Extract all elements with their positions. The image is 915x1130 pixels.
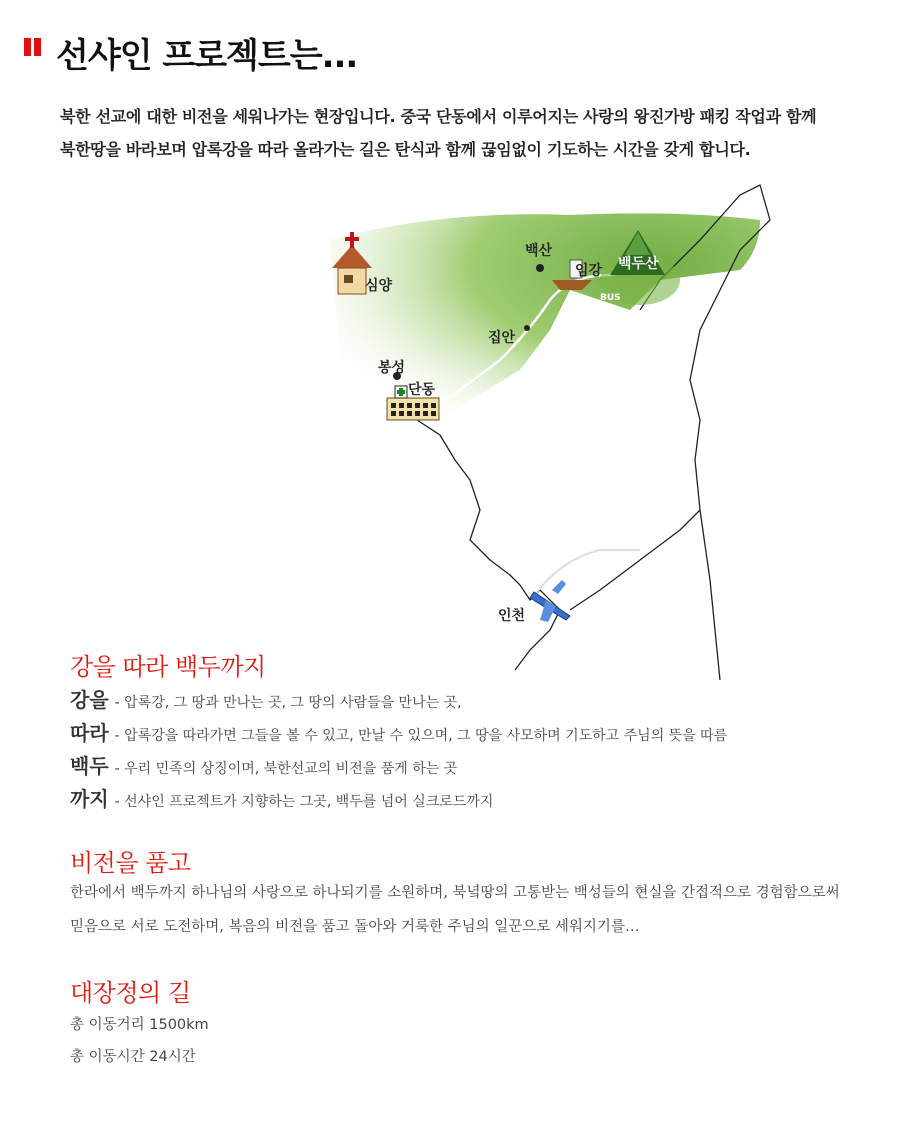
map-label-bongseong: 봉성: [378, 360, 406, 376]
definition-row: [70, 750, 457, 779]
total-distance: 총 이동거리 1500km: [70, 1017, 209, 1033]
section-title-journey: 대장정의 길: [70, 979, 191, 1007]
map-label-incheon: 인천: [498, 608, 526, 624]
airplane-icon: [530, 580, 570, 622]
intro-text: [60, 100, 900, 166]
definition-term: 까지: [70, 787, 109, 811]
page-title: 선샤인 프로젝트는...: [56, 36, 358, 76]
definition-desc: - 압록강을 따라가면 그들을 볼 수 있고, 만날 수 있으며, 그 땅을 사모하며 기도하고 주님의 뜻을 따름: [114, 728, 728, 744]
baeksan-dot: [536, 264, 544, 272]
definition-row: [70, 783, 493, 812]
definition-term: 강을: [70, 688, 109, 712]
vision-line: 한라에서 백두까지 하나님의 사랑으로 하나되기를 소원하며, 북녘땅의 고통받는 백성들의 현실을 간접적으로 경험함으로써: [70, 885, 840, 901]
definition-row: [70, 684, 462, 713]
intro-line: 북한 선교에 대한 비전을 세워나가는 현장입니다. 중국 단동에서 이루어지는 사랑의 왕진가방 패킹 작업과 함께: [60, 107, 817, 126]
map-label-bus: BUS: [600, 293, 621, 303]
definition-row: [70, 717, 727, 746]
route-map: [320, 180, 790, 680]
map-label-imgang: 임강: [575, 263, 603, 279]
jiban-dot: [524, 325, 530, 331]
definition-desc: - 선샤인 프로젝트가 지향하는 그곳, 백두를 넘어 실크로드까지: [114, 794, 494, 810]
definition-desc: - 압록강, 그 땅과 만나는 곳, 그 땅의 사람들을 만나는 곳,: [114, 695, 462, 711]
title-bar-mark: [34, 38, 41, 56]
title-bar-mark: [24, 38, 31, 56]
section-title-vision: 비전을 품고: [70, 849, 191, 877]
map-label-baekdusan: 백두산: [618, 256, 659, 272]
map-label-jiban: 집안: [488, 330, 516, 346]
vision-line: 믿음으로 서로 도전하며, 복음의 비전을 품고 돌아와 거룩한 주님의 일꾼으로 세워지기를…: [70, 919, 640, 935]
definition-desc: - 우리 민족의 상징이며, 북한선교의 비전을 품게 하는 곳: [114, 761, 458, 777]
map-label-shenyang: 심양: [365, 278, 393, 294]
definition-term: 따라: [70, 721, 109, 745]
vision-paragraph: [70, 876, 900, 944]
section-title-river: 강을 따라 백두까지: [70, 653, 266, 681]
map-label-baeksan: 백산: [525, 243, 553, 259]
intro-line: 북한땅을 바라보며 압록강을 따라 올라가는 길은 탄식과 함께 끊임없이 기도하는 시간을 갖게 합니다.: [60, 140, 751, 159]
map-label-dandong: 단동: [408, 382, 436, 398]
total-time: 총 이동시간 24시간: [70, 1049, 196, 1065]
definition-term: 백두: [70, 754, 109, 778]
